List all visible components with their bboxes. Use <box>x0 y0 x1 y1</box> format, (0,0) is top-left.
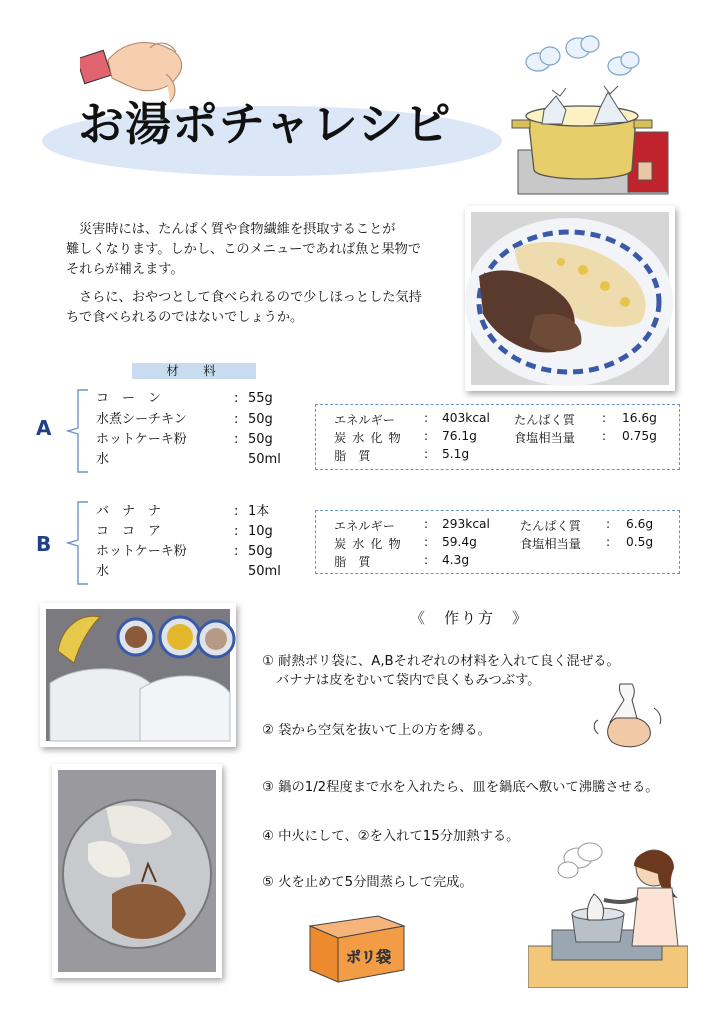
colon: : <box>606 517 611 531</box>
intro-paragraph-2 <box>66 288 456 328</box>
nutrition-label: 脂 質 <box>334 449 371 463</box>
woman-cooking-illustration <box>528 838 688 988</box>
ingredients-photo <box>40 603 236 747</box>
colon: : <box>424 447 429 461</box>
step-5: ⑤ 火を止めて5分間蒸らして完成。 <box>262 875 473 890</box>
nutrition-value: 76.1g <box>442 429 477 443</box>
ingredient-row <box>96 430 296 450</box>
ingredient-name: ホットケーキ粉 <box>96 432 187 447</box>
step-1 <box>262 652 620 690</box>
nutrition-label: 脂 質 <box>334 555 371 569</box>
nutrition-label: たんぱく質 <box>514 413 575 427</box>
ingredient-row <box>96 502 296 522</box>
colon: : <box>424 429 429 443</box>
nutrition-label: 炭水化物 <box>334 431 407 445</box>
colon: : <box>424 517 429 531</box>
set-a-label: A <box>36 416 52 440</box>
step-4: ④ 中火にして、②を入れて15分加熱する。 <box>262 829 520 844</box>
nutrition-label: エネルギー <box>334 519 395 533</box>
nutrition-value: 0.5g <box>626 535 654 549</box>
ingredient-amount: 10g <box>248 524 273 539</box>
set-a-nutrition-box <box>315 404 680 470</box>
ingredient-name: 水 <box>96 564 110 579</box>
intro-line: 災害時には、たんぱく質や食物繊維を摂取することが <box>79 222 396 237</box>
nutrition-value: 4.3g <box>442 553 470 567</box>
colon: : <box>602 411 607 425</box>
nutrition-label: たんぱく質 <box>520 519 581 533</box>
ingredients-header: 材 料 <box>132 363 256 379</box>
ingredient-row <box>96 450 296 470</box>
ingredient-name: ホットケーキ粉 <box>96 544 187 559</box>
set-b-nutrition-box <box>315 510 680 574</box>
ingredient-name: コ ー ン <box>96 391 162 406</box>
ingredient-name: コ コ ア <box>96 524 162 539</box>
ingredient-amount: 50ml <box>248 564 281 579</box>
ingredient-amount: 55g <box>248 391 273 406</box>
ingredient-row <box>96 410 296 430</box>
nutrition-value: 6.6g <box>626 517 654 531</box>
colon: : <box>234 412 239 427</box>
ingredient-row <box>96 389 296 409</box>
colon: : <box>234 524 239 539</box>
colon: : <box>234 544 239 559</box>
ingredient-amount: 50g <box>248 544 273 559</box>
nutrition-label: 食塩相当量 <box>520 537 581 551</box>
page-title: お湯ポチャレシピ <box>78 97 452 151</box>
pot-on-stove-illustration <box>508 32 680 200</box>
set-b-brace <box>62 500 92 586</box>
nutrition-value: 293kcal <box>442 517 490 531</box>
nutrition-label: 炭水化物 <box>334 537 407 551</box>
intro-paragraph-1 <box>66 220 456 280</box>
step-3: ③ 鍋の1/2程度まで水を入れたら、皿を鍋底へ敷いて沸騰させる。 <box>262 780 659 795</box>
nutrition-value: 16.6g <box>622 411 657 425</box>
ingredient-amount: 1本 <box>248 504 270 519</box>
intro-line: それらが補えます。 <box>66 262 184 277</box>
ingredient-amount: 50g <box>248 432 273 447</box>
ingredient-name: 水煮シーチキン <box>96 412 187 427</box>
nutrition-label: エネルギー <box>334 413 395 427</box>
step-2: ② 袋から空気を抜いて上の方を縛る。 <box>262 723 491 738</box>
set-a-brace <box>62 388 92 474</box>
set-b-label: B <box>36 532 52 556</box>
ingredient-amount: 50ml <box>248 452 281 467</box>
finished-dish-photo <box>465 206 675 391</box>
nutrition-label: 食塩相当量 <box>514 431 575 445</box>
ingredient-row <box>96 522 296 542</box>
poly-bag-label: ポリ袋 <box>346 948 392 966</box>
colon: : <box>424 553 429 567</box>
nutrition-value: 5.1g <box>442 447 470 461</box>
intro-line: さらに、おやつとして食べられるので少しほっとした気持 <box>79 290 422 305</box>
colon: : <box>234 391 239 406</box>
nutrition-value: 0.75g <box>622 429 657 443</box>
ingredient-row <box>96 542 296 562</box>
intro-line: 難しくなります。しかし、このメニューであれば魚と果物で <box>66 242 422 257</box>
method-title: 《 作り方 》 <box>410 609 530 627</box>
poly-bag-box-illustration <box>304 912 408 986</box>
ingredient-name: 水 <box>96 452 110 467</box>
colon: : <box>424 411 429 425</box>
tying-bag-illustration <box>590 678 668 758</box>
nutrition-value: 403kcal <box>442 411 490 425</box>
boiling-bags-photo <box>52 764 222 978</box>
colon: : <box>606 535 611 549</box>
nutrition-value: 59.4g <box>442 535 477 549</box>
colon: : <box>234 504 239 519</box>
ingredient-row <box>96 562 296 582</box>
ingredient-amount: 50g <box>248 412 273 427</box>
colon: : <box>234 432 239 447</box>
colon: : <box>424 535 429 549</box>
step-line: バナナは皮をむいて袋内で良くもみつぶす。 <box>276 673 541 688</box>
intro-line: ちで食べられるのではないでしょうか。 <box>66 310 304 325</box>
colon: : <box>602 429 607 443</box>
ingredient-name: バ ナ ナ <box>96 504 162 519</box>
step-line: ① 耐熱ポリ袋に、A,Bそれぞれの材料を入れて良く混ぜる。 <box>262 654 620 669</box>
